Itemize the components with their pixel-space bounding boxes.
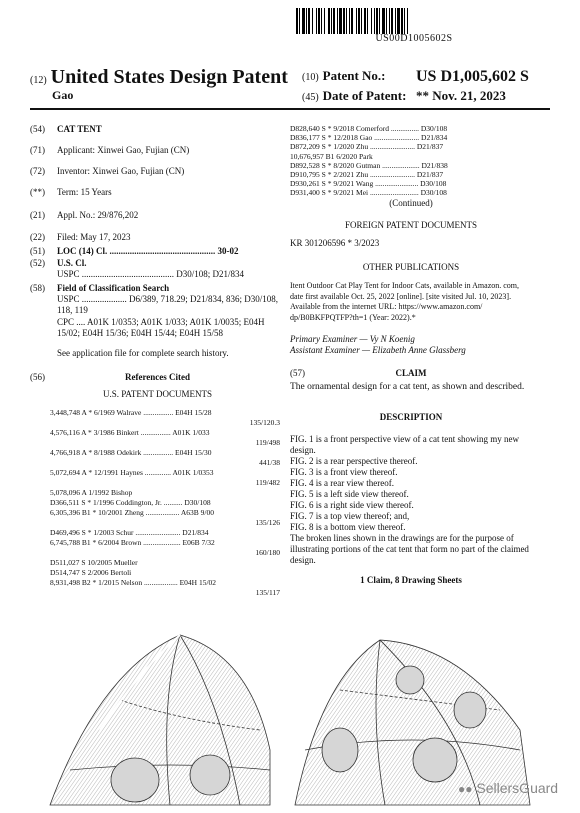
code-45: (45) bbox=[302, 92, 319, 103]
description-line: The broken lines shown in the drawings are for the purpose of illustrating portions of the cat tent that form no part of the claimed design. bbox=[290, 533, 529, 565]
wechat-icon: ●● bbox=[458, 782, 473, 796]
other-pubs-text: Itent Outdoor Cat Play Tent for Indoor Cats, available in Amazon. com, date first available Oct. 25, 2022 [online]. [site visited Jul. 10, 2023]. Available from the internet URL: https://www.amazon.com/ dp/B0BKFPQTFP?th=1 (Year: 2022).* bbox=[290, 281, 520, 322]
claim-text: The ornamental design for a cat tent, as shown and described. bbox=[290, 382, 525, 392]
field-code: (72) bbox=[30, 166, 45, 176]
field-code: (21) bbox=[30, 210, 45, 220]
right-doc-line: 10,676,957 B1 6/2020 Park bbox=[290, 151, 373, 161]
description-line: FIG. 2 is a rear perspective thereof. bbox=[290, 456, 418, 466]
right-doc-line: D828,640 S * 9/2018 Comerford ............... D30/108 bbox=[290, 124, 448, 133]
patent-no-label: Patent No.: bbox=[322, 68, 386, 83]
field-code: (71) bbox=[30, 145, 45, 155]
us-doc-line: 135/117 bbox=[255, 588, 280, 597]
field-text: Filed: May 17, 2023 bbox=[57, 232, 131, 242]
description-line: FIG. 7 is a top view thereof; and, bbox=[290, 511, 410, 521]
description-line: FIG. 3 is a front view thereof. bbox=[290, 467, 398, 477]
barcode-number: US00D1005602S bbox=[375, 33, 453, 44]
us-doc-line: 441/38 bbox=[259, 458, 280, 467]
inventor-short: Gao bbox=[52, 88, 74, 102]
us-doc-line: D469,496 S * 1/2003 Schur ........................ D21/834 bbox=[50, 528, 209, 537]
patent-number-row bbox=[302, 68, 529, 85]
refs-code: (56) bbox=[30, 372, 45, 382]
us-doc-line: 4,576,116 A * 3/1986 Binkert ................ A01K 1/033 bbox=[50, 428, 210, 437]
other-pubs-title: OTHER PUBLICATIONS bbox=[362, 262, 460, 272]
assistant-examiner: Assistant Examiner — Elizabeth Anne Glassberg bbox=[290, 345, 466, 355]
field-text: Inventor: Xinwei Gao, Fujian (CN) bbox=[57, 166, 185, 176]
us-doc-line: 160/180 bbox=[255, 548, 280, 557]
field-code: (**) bbox=[30, 187, 45, 197]
right-doc-line: D931,400 S * 9/2021 Mei .......................... D30/108 bbox=[290, 188, 447, 198]
us-doc-line: 6,305,396 B1 * 10/2001 Zheng .................. A63B 9/00 bbox=[50, 508, 214, 517]
patent-date: ** Nov. 21, 2023 bbox=[416, 88, 506, 103]
right-doc-line: D872,209 S * 1/2020 Zhu ........................ D21/837 bbox=[290, 142, 444, 152]
claim-title: CLAIM bbox=[395, 368, 427, 378]
claim-code: (57) bbox=[290, 368, 305, 378]
code-10: (10) bbox=[302, 72, 319, 83]
claim-heading bbox=[290, 368, 532, 379]
us-doc-line: D514,747 S 2/2006 Bertoli bbox=[50, 568, 132, 577]
description-title: DESCRIPTION bbox=[379, 412, 443, 422]
field-text: USPC ......................................... D30/108; D21/834 bbox=[57, 269, 245, 279]
field-code: (51) bbox=[30, 246, 45, 256]
us-doc-line: 5,072,694 A * 12/1991 Haynes .............. A01K 1/0353 bbox=[50, 468, 214, 477]
us-doc-line: 3,448,748 A * 6/1969 Walrave ................ E04H 15/28 bbox=[50, 408, 212, 417]
field-text: CAT TENT bbox=[57, 124, 102, 134]
watermark bbox=[458, 780, 558, 796]
description-line: FIG. 8 is a bottom view thereof. bbox=[290, 522, 406, 532]
field-text: LOC (14) Cl. ............................................... 30-02 bbox=[57, 246, 239, 256]
field-text: CPC .... A01K 1/0353; A01K 1/033; A01K 1/0035; E04H 15/02; E04H 15/36; E04H 15/44; E04H 15/58 bbox=[57, 317, 265, 338]
us-doc-line: 119/482 bbox=[255, 478, 280, 487]
field-code: (52) bbox=[30, 258, 45, 268]
right-doc-line: D836,177 S * 12/2018 Gao ........................ D21/834 bbox=[290, 133, 448, 143]
header-rule bbox=[30, 108, 550, 110]
description-line: FIG. 5 is a left side view thereof. bbox=[290, 489, 409, 499]
us-doc-line: 4,766,918 A * 8/1988 Odekirk ................ E04H 15/30 bbox=[50, 448, 212, 457]
foreign-docs-title: FOREIGN PATENT DOCUMENTS bbox=[344, 220, 478, 230]
us-doc-line: 5,078,096 A 1/1992 Bishop bbox=[50, 488, 133, 497]
field-text: See application file for complete search history. bbox=[57, 348, 229, 358]
date-label: Date of Patent: bbox=[322, 88, 407, 103]
right-doc-line: D910,795 S * 2/2021 Zhu ........................ D21/837 bbox=[290, 170, 444, 179]
tent-left-view bbox=[50, 635, 270, 805]
code-12: (12) bbox=[30, 75, 47, 86]
foreign-doc: KR 301206596 * 3/2023 bbox=[290, 238, 380, 248]
us-docs-title: U.S. PATENT DOCUMENTS bbox=[102, 389, 213, 399]
right-doc-line: D892,528 S * 8/2020 Gutman .................... D21/838 bbox=[290, 160, 448, 170]
description-line: FIG. 4 is a rear view thereof. bbox=[290, 478, 394, 488]
field-text: Appl. No.: 29/876,202 bbox=[57, 210, 139, 220]
primary-examiner: Primary Examiner — Vy N Koenig bbox=[290, 334, 415, 344]
watermark-text: SellersGuard bbox=[476, 780, 559, 796]
us-doc-line: 8,931,498 B2 * 1/2015 Nelson .................. E04H 15/02 bbox=[50, 578, 217, 587]
us-doc-line: 135/120.3 bbox=[249, 418, 280, 427]
claims-summary: 1 Claim, 8 Drawing Sheets bbox=[360, 575, 462, 585]
field-text: USPC .................... D6/389, 718.29; D21/834, 836; D30/108, 118, 119 bbox=[57, 294, 279, 315]
continued-note: (Continued) bbox=[389, 198, 433, 208]
description-line: FIG. 1 is a front perspective view of a cat tent showing my new design. bbox=[290, 434, 519, 455]
description-body bbox=[290, 434, 532, 566]
field-code: (54) bbox=[30, 124, 45, 134]
field-text: U.S. Cl. bbox=[57, 258, 87, 268]
field-code: (58) bbox=[30, 283, 45, 293]
field-text: Term: 15 Years bbox=[57, 187, 112, 197]
description-line: FIG. 6 is a right side view thereof. bbox=[290, 500, 414, 510]
document-type-title bbox=[30, 66, 288, 89]
field-code: (22) bbox=[30, 232, 45, 242]
field-text: Applicant: Xinwei Gao, Fujian (CN) bbox=[57, 145, 190, 155]
barcode-bar bbox=[407, 8, 408, 34]
field-text: Field of Classification Search bbox=[57, 283, 170, 293]
us-doc-line: 6,745,788 B1 * 6/2004 Brown .................... E06B 7/32 bbox=[50, 538, 215, 547]
doc-type: United States Design Patent bbox=[50, 66, 288, 88]
barcode bbox=[296, 8, 532, 34]
us-doc-line: D366,511 S * 1/1996 Coddington, Jr. .......... D30/108 bbox=[50, 498, 211, 507]
refs-title: References Cited bbox=[124, 372, 191, 382]
patent-date-row bbox=[302, 88, 506, 104]
us-doc-line: D511,027 S 10/2005 Mueller bbox=[50, 558, 138, 567]
us-doc-line: 135/126 bbox=[255, 518, 280, 527]
patent-number: US D1,005,602 S bbox=[416, 68, 529, 85]
right-doc-line: D930,261 S * 9/2021 Wang ....................... D30/108 bbox=[290, 179, 447, 189]
us-doc-line: 119/498 bbox=[255, 438, 280, 447]
